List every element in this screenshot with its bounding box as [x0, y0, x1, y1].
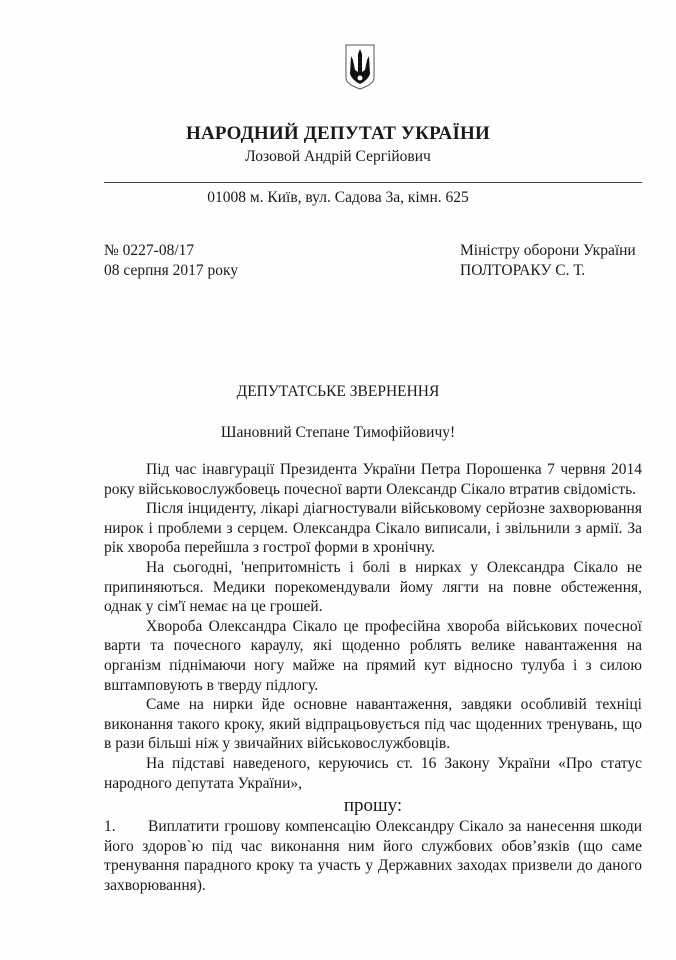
body-paragraph: Саме на нирки йде основне навантаження, завдяки особливій техніці виконання такого кроку, який відпрацьовується під час щоденних тренувань, що в рази більші ніж у звичайних військовослужбовців. [104, 696, 642, 753]
ukraine-trident-emblem-icon [345, 44, 375, 90]
request-word: прошу: [343, 795, 403, 817]
letterhead-divider [104, 182, 642, 183]
body-paragraph: Хвороба Олександра Сікало це професійна хвороба військових почесної варти та почесного караулу, які щоденно роблять велике навантаження на організм піднімаючи ногу майже на прямий кут відносно тулуба і з силою вштамповують в тверду підлогу. [104, 617, 642, 694]
letterhead-title: НАРОДНИЙ ДЕПУТАТ УКРАЇНИ [185, 123, 491, 144]
document-number: № 0227-08/17 [104, 242, 195, 259]
request-item [104, 817, 642, 895]
document-date: 08 серпня 2017 року [104, 262, 239, 279]
letterhead-address: 01008 м. Київ, вул. Садова 3а, кімн. 625 [207, 189, 469, 206]
body-paragraph: Під час інавгурації Президента України Петра Порошенка 7 червня 2014 року військовослужбовець почесної варти Олександр Сікало втратив свідомість. [104, 461, 642, 498]
request-item-number: 1. [104, 818, 116, 836]
body-paragraph: На підставі наведеного, керуючись ст. 16 Закону України «Про статус народного депутата України», [104, 754, 642, 792]
document-meta [104, 241, 238, 281]
request-item-text: Виплатити грошову компенсацію Олександру Сікало за нанесення шкоди його здоров`ю під час виконання ним його службових обов’язків (що саме тренування парадного кроку та участь у Державних заходах призвели до даного захворювання). [104, 818, 642, 894]
recipient-title: Міністру оборони України [460, 242, 636, 259]
document-body [104, 460, 642, 895]
document-heading: ДЕПУТАТСЬКЕ ЗВЕРНЕННЯ [236, 383, 440, 400]
body-paragraph: На сьогодні, 'непритомність і болі в нирках у Олександра Сікало не припиняються. Медики порекомендували йому лягти на повне обстеження, однак у сім'ї немає на це грошей. [104, 558, 642, 616]
recipient-block [460, 241, 636, 281]
recipient-name: ПОЛТОРАКУ С. Т. [460, 262, 586, 279]
body-paragraph: Після інциденту, лікарі діагностували військовому серйозне захворювання нирок і проблеми з серцем. Олександра Сікало виписали, і звільнили з армії. За рік хвороба перейшла з гострої форми в хронічну. [104, 500, 642, 557]
salutation: Шановний Степане Тимофійовичу! [220, 424, 456, 441]
deputy-name: Лозовой Андрій Сергійович [245, 148, 431, 165]
